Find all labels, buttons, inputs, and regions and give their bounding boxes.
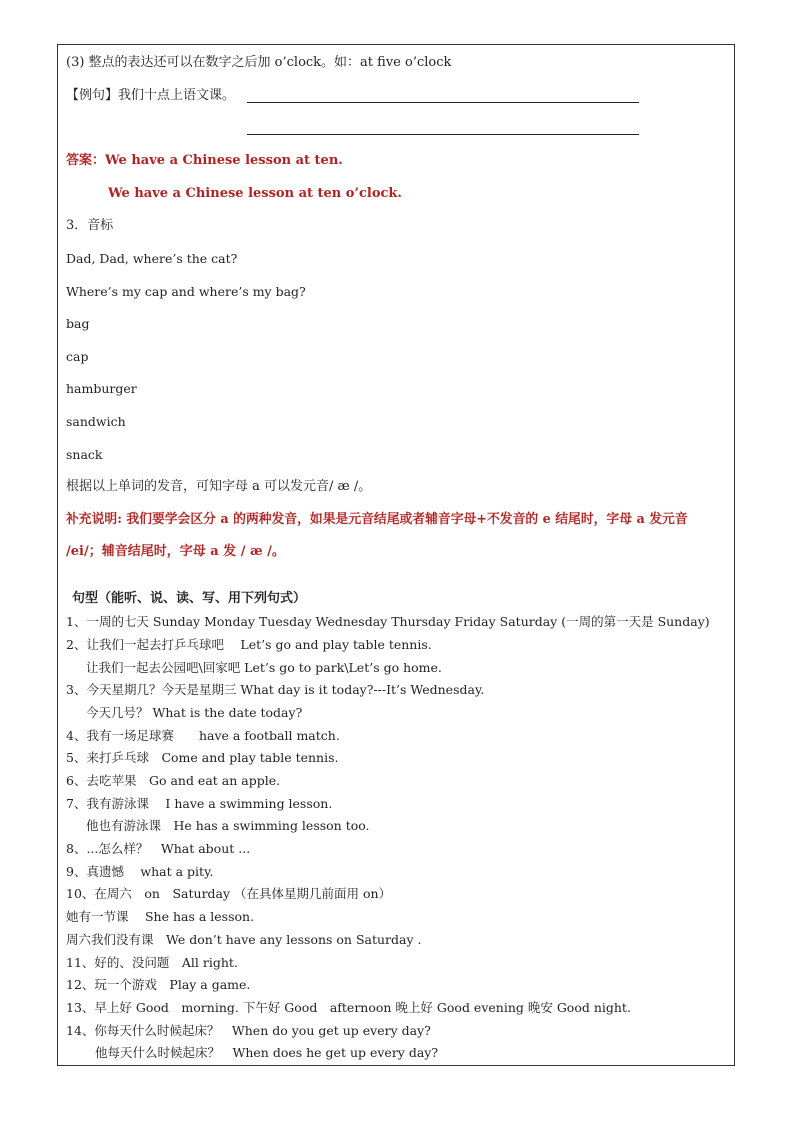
- word-cap: cap: [66, 349, 89, 364]
- example-label: 【例句】我们十点上语文课。: [66, 88, 236, 103]
- sentence-line: 12、玩一个游戏 Play a game.: [66, 977, 251, 992]
- answer-blank-line-1: [247, 102, 639, 103]
- sentence-line: 2、让我们一起去打乒乓球吧 Let’s go and play table tennis.: [66, 637, 432, 652]
- sentence-line: 3、今天星期几？今天是星期三 What day is it today?---It’s Wednesday.: [66, 682, 485, 697]
- answer-line-1: [66, 153, 343, 169]
- word-hamburger: hamburger: [66, 381, 137, 396]
- chant-line-2: Where’s my cap and where’s my bag?: [66, 284, 306, 299]
- supplement-note-2: /ei/；辅音结尾时，字母 a 发 / æ /。: [66, 544, 285, 559]
- sentence-line: 13、早上好 Good morning. 下午好 Good afternoon 晚上好 Good evening 晚安 Good night.: [66, 1000, 631, 1015]
- answer-line-2: We have a Chinese lesson at ten o’clock.: [108, 186, 402, 201]
- word-bag: bag: [66, 316, 90, 331]
- sentences-heading: 句型（能听、说、读、写、用下列句式）: [72, 591, 307, 606]
- word-sandwich: sandwich: [66, 414, 126, 429]
- word-snack: snack: [66, 447, 103, 462]
- sentence-line: 14、你每天什么时候起床？ When do you get up every day?: [66, 1023, 431, 1038]
- sentence-line: 今天几号？ What is the date today?: [86, 705, 303, 720]
- answer-label: 答案：: [66, 153, 106, 168]
- sentence-line: 周六我们没有课 We don’t have any lessons on Saturday .: [66, 932, 422, 947]
- oclock-rule: (3) 整点的表达还可以在数字之后加 o’clock。如：at five o’clock: [66, 55, 452, 70]
- sentence-line: 7、我有游泳课 I have a swimming lesson.: [66, 796, 333, 811]
- phonetics-conclusion: 根据以上单词的发音，可知字母 a 可以发元音/ æ /。: [66, 479, 372, 494]
- sentence-line: 8、...怎么样？ What about ...: [66, 841, 251, 856]
- sentence-line: 5、来打乒乓球 Come and play table tennis.: [66, 750, 339, 765]
- sentence-line: 9、真遗憾 what a pity.: [66, 864, 214, 879]
- sentence-line: 她有一节课 She has a lesson.: [66, 909, 255, 924]
- sentence-line: 他每天什么时候起床？ When does he get up every day?: [95, 1045, 439, 1060]
- answer-blank-line-2: [247, 134, 639, 135]
- sentence-line: 4、我有一场足球赛 have a football match.: [66, 728, 340, 743]
- sentence-line: 1、一周的七天 Sunday Monday Tuesday Wednesday Thursday Friday Saturday (一周的第一天是 Sunday): [66, 614, 710, 629]
- sentence-line: 让我们一起去公园吧\回家吧 Let’s go to park\Let’s go home.: [86, 660, 442, 675]
- chant-line-1: Dad, Dad, where’s the cat?: [66, 251, 238, 266]
- answer-text-1: We have a Chinese lesson at ten.: [105, 153, 343, 168]
- sentence-line: 11、好的、没问题 All right.: [66, 955, 238, 970]
- sentence-line: 6、去吃苹果 Go and eat an apple.: [66, 773, 281, 788]
- sentence-line: 10、在周六 on Saturday （在具体星期几前面用 on）: [66, 886, 392, 901]
- supplement-note-1: 补充说明: 我们要学会区分 a 的两种发音，如果是元音结尾或者辅音字母+不发音的 e 结尾时，字母 a 发元音: [66, 512, 688, 527]
- sentence-line: 他也有游泳课 He has a swimming lesson too.: [86, 818, 370, 833]
- phonetics-heading: 3．音标: [66, 218, 114, 233]
